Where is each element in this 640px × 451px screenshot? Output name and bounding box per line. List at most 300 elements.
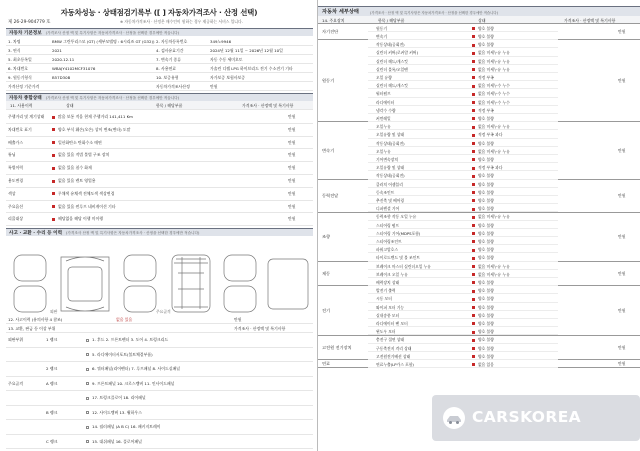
panel-row — [6, 420, 313, 435]
item-state: 양호 불량 — [478, 320, 494, 326]
item-state: 양호 불량 — [478, 156, 494, 162]
detail-item — [368, 336, 558, 344]
basic-label: 6. 차대번호 — [8, 66, 28, 71]
detail-item — [368, 204, 558, 212]
basic-value: WBAJY4102MCF31076 — [52, 66, 96, 71]
check-mark-icon — [472, 83, 476, 88]
detail-item — [368, 196, 558, 204]
item-state: 없음 미세누유 누유 — [478, 124, 510, 130]
panel-row — [6, 406, 313, 421]
item-part: 오일 유량 — [376, 74, 392, 80]
checkbox-icon — [86, 391, 90, 406]
item-state: 양호 불량 — [478, 296, 494, 302]
detail-item — [368, 163, 558, 171]
group-price: 만원 — [618, 193, 626, 199]
group-name: 동력전달 — [322, 193, 339, 199]
check-mark-icon — [472, 321, 476, 326]
status-price: 만원 — [288, 114, 296, 119]
status-row — [6, 124, 313, 137]
detail-item — [368, 122, 558, 130]
basic-value-2: 자가보증 보험사보증 — [210, 75, 246, 80]
item-state: 적정 부족 — [478, 74, 494, 80]
left-page — [0, 0, 318, 451]
check-mark-icon — [472, 42, 476, 47]
item-state: 양호 불량 — [478, 238, 494, 244]
status-columns: 11. 사용이력 상태 항목 / 해당부품 가격조사 · 산정액 및 특기사항 — [6, 101, 313, 110]
accident-price: 만원 — [234, 317, 242, 322]
item-part: 구동축전지 격리 상태 — [376, 345, 412, 351]
detail-item — [368, 147, 558, 155]
check-mark-icon — [472, 149, 476, 154]
panel-parts: 6. 쿼터패널(리어펜더) 7. 루프패널 8. 사이드실패널 — [92, 366, 181, 371]
item-part: 타이로드엔드 및 볼 조인트 — [376, 255, 420, 261]
status-value: 많음 보통 적음 현재 주행거리 141,411 Km — [58, 114, 133, 119]
service-notice: ※ 자동차가격조사 · 산정은 매수인이 원하는 경우 제공하는 서비스 입니다. — [120, 19, 243, 24]
car-diagram — [6, 253, 313, 315]
item-part: 오일유량 및 상태 — [376, 165, 405, 171]
panel-row — [6, 391, 313, 406]
watermark-text: CARSKOREA — [472, 408, 582, 426]
group-name: 고전원 전기장치 — [322, 344, 352, 350]
status-value: 없음 있음 적법 불법 구조 장치 — [58, 152, 110, 158]
item-part: 추진축 및 베어링 — [376, 197, 405, 203]
carskorea-watermark — [432, 395, 640, 441]
check-mark-icon — [472, 67, 476, 72]
item-part: 브레이크 마스터 실린더오일 누유 — [376, 263, 431, 269]
panel-row — [6, 377, 313, 392]
basic-value: 2020.12.11 — [52, 57, 75, 62]
item-state: 양호 불량 — [478, 247, 494, 253]
right-page — [318, 0, 640, 451]
checkbox-icon — [86, 435, 90, 450]
detail-item — [368, 131, 558, 139]
status-value: 양호 부식 훼손(오손) 상이 변조(변타) 도말 — [58, 126, 131, 132]
panel-parts: 17. 트렁크플로어 18. 리어패널 — [92, 395, 146, 400]
status-price: 만원 — [288, 190, 296, 196]
panel-rank: C 랭크 — [46, 438, 58, 444]
detail-item — [368, 221, 558, 229]
group-price: 만원 — [618, 361, 626, 367]
item-state: 양호 불량 — [478, 42, 494, 48]
item-part: 와이퍼 모터 기능 — [376, 304, 405, 310]
check-mark-icon — [52, 213, 56, 226]
item-state: 없음 미세누수 누수 — [478, 91, 510, 97]
detail-header — [318, 6, 640, 16]
check-mark-icon — [472, 75, 476, 80]
item-part: 실린더 블록/오일팬 — [376, 66, 408, 72]
detail-item — [368, 286, 558, 294]
detail-item — [368, 327, 558, 335]
diagram-label-outer: 외판 — [50, 309, 58, 314]
detail-item — [368, 57, 558, 65]
detail-item — [368, 114, 558, 122]
basic-label-2: 7. 변속기 종류 — [156, 57, 181, 62]
item-state: 양호 불량 — [478, 206, 494, 212]
check-mark-icon — [472, 132, 476, 137]
group-price: 만원 — [618, 271, 626, 277]
status-label: 용도변경 — [8, 178, 24, 183]
item-part: 스티어링조인트 — [376, 238, 402, 244]
detail-item — [368, 360, 558, 368]
detail-item — [368, 262, 558, 270]
check-mark-icon — [472, 255, 476, 260]
item-part: 실린더 커버(로커암 커버) — [376, 50, 419, 56]
item-state: 없음 미세누유 누유 — [478, 66, 510, 72]
detail-item — [368, 254, 558, 262]
check-mark-icon — [52, 162, 56, 175]
item-part: 작동상태(공회전) — [376, 42, 405, 48]
basic-label-2: 4. 검사유효기간 — [156, 48, 184, 53]
check-mark-icon — [472, 305, 476, 310]
check-mark-icon — [472, 362, 476, 367]
item-part: 기어변속장치 — [376, 156, 399, 162]
detail-item — [368, 237, 558, 245]
item-part: 파워고압호스 — [376, 247, 399, 253]
accident-row — [6, 324, 313, 333]
item-part: 브레이크 오일 누유 — [376, 271, 408, 277]
detail-item — [368, 303, 558, 311]
status-price: 만원 — [288, 126, 296, 132]
check-mark-icon — [472, 59, 476, 64]
basic-row — [6, 37, 313, 46]
group-price: 만원 — [618, 29, 626, 35]
panel-row — [6, 333, 313, 348]
group-name: 변속기 — [322, 148, 335, 154]
basic-value: 2021 — [52, 48, 62, 53]
group-name: 제동 — [322, 271, 331, 277]
item-state: 양호 불량 — [478, 345, 494, 351]
check-mark-icon — [52, 124, 56, 137]
check-mark-icon — [472, 296, 476, 301]
basic-label-2: 8. 사용연료 — [156, 66, 176, 71]
panel-row — [6, 348, 313, 363]
detail-item — [368, 245, 558, 253]
status-label: 배출가스 — [8, 139, 24, 145]
status-row — [6, 188, 313, 201]
basic-label-2: 10. 보증유형 — [156, 75, 179, 80]
check-mark-icon — [472, 116, 476, 121]
item-part: 원동기 — [376, 25, 388, 31]
item-state: 없음 미세누유 누유 — [478, 50, 510, 56]
item-part: 작동상태(공회전) — [376, 173, 405, 179]
check-mark-icon — [52, 175, 56, 188]
basic-label: 9. 원동기형식 — [8, 75, 32, 80]
item-part: 작동상태(공회전) — [376, 140, 405, 146]
basic-row — [6, 55, 313, 64]
panel-group: 외판부위 — [8, 337, 24, 342]
checkbox-icon — [86, 333, 90, 348]
item-state: 양호 불량 — [478, 312, 494, 318]
item-part: 워터펌프 — [376, 91, 391, 97]
item-part: 배력장치 상태 — [376, 279, 400, 285]
check-mark-icon — [52, 188, 56, 201]
detail-item — [368, 40, 558, 48]
basic-row — [6, 64, 313, 73]
item-part: 변속기 — [376, 33, 388, 39]
check-mark-icon — [472, 280, 476, 285]
basic-label: 가격산정 기준가격 — [8, 84, 40, 89]
item-part: 오일유량 및 상태 — [376, 132, 405, 138]
detail-item — [368, 295, 558, 303]
accident-header: 사고 · 교환 · 수리 등 이력 (가격조사 산정 액 및 특기사항은 자동차가격조사 · 산정을 선택한 경우에만 적습니다) — [6, 228, 313, 236]
item-part: 냉각수 수량 — [376, 107, 396, 113]
item-state: 양호 불량 — [478, 181, 494, 187]
detail-item — [368, 278, 558, 286]
check-mark-icon — [472, 337, 476, 342]
item-state: 없음 미세누유 누유 — [478, 214, 510, 220]
status-row — [6, 162, 313, 175]
item-state: 양호 불량 — [478, 197, 494, 203]
item-state: 없음 미세누유 누유 — [478, 148, 510, 154]
status-price: 만원 — [288, 152, 296, 158]
panel-rank: A 랭크 — [46, 380, 58, 386]
check-mark-icon — [472, 173, 476, 178]
detail-item — [368, 81, 558, 89]
item-state: 양호 불량 — [478, 304, 494, 310]
item-state: 양호 불량 — [478, 173, 494, 179]
check-mark-icon — [472, 91, 476, 96]
check-mark-icon — [472, 231, 476, 236]
check-mark-icon — [52, 149, 56, 162]
status-label: 특별이력 — [8, 165, 24, 171]
item-state: 양호 불량 — [478, 140, 494, 146]
check-mark-icon — [472, 239, 476, 244]
check-mark-icon — [472, 157, 476, 162]
detail-item — [368, 90, 558, 98]
item-state: 양호 불량 — [478, 255, 494, 261]
check-mark-icon — [472, 346, 476, 351]
car-logo-icon — [442, 406, 466, 430]
item-part: 클러치 어셈블리 — [376, 181, 403, 187]
item-state: 양호 불량 — [478, 222, 494, 228]
detail-item — [368, 213, 558, 221]
basic-row — [6, 73, 313, 82]
check-mark-icon — [52, 111, 56, 124]
item-state: 없음 미세누유 누유 — [478, 271, 510, 277]
status-price: 만원 — [288, 203, 296, 209]
panel-parts: 15. 대쉬패널 16. 플로어패널 — [92, 438, 142, 444]
status-label: 차대번호 표기 — [8, 126, 32, 132]
status-value: 없음 있음 썬루프 네비게이션 기타 — [58, 203, 116, 209]
check-mark-icon — [472, 214, 476, 219]
item-part: 실린더 헤드/개스킷 — [376, 58, 408, 64]
checkbox-icon — [86, 406, 90, 421]
detail-item — [368, 98, 558, 106]
detail-subtitle: (가격조사 · 산정 액 및 특기사항은 자동차가격조사 · 산정을 선택한 경우에만 적습니다) — [370, 10, 499, 15]
item-state: 없음 미세누수 누수 — [478, 99, 510, 105]
detail-item — [368, 172, 558, 180]
check-mark-icon — [472, 34, 476, 39]
basic-info-header: 자동차 기본정보 (가격조사 산정 액 및 특기사항은 자동차가격조사 · 산정을 선택한 경우에만 적습니다) — [6, 28, 313, 36]
detail-item — [368, 32, 558, 40]
detail-item — [368, 319, 558, 327]
panel-group: 주요골격 — [8, 380, 24, 386]
status-value: 없음 있음 침수 화재 — [58, 165, 92, 171]
status-label: 튜닝 — [8, 152, 16, 158]
detail-item — [368, 229, 558, 237]
accident-value: 없음 있음 — [116, 317, 133, 322]
item-state: 없음 있음 — [478, 361, 494, 367]
basic-row — [6, 82, 313, 91]
basic-value: BMW 그란투리스모 (GT) (세부모델명 : 6시리즈 GT (G32)) — [52, 39, 155, 44]
detail-item — [368, 73, 558, 81]
status-label: 주행거리 및 계기상태 — [8, 114, 45, 119]
item-part: 시동 모터 — [376, 296, 392, 302]
document-title: 자동차성능 · 상태점검기록부 ([ ] 자동차가격조사 · 산정 선택) — [60, 8, 258, 17]
basic-row — [6, 46, 313, 55]
checkbox-icon — [86, 348, 90, 363]
item-part: 고전원전기배선 상태 — [376, 353, 411, 359]
check-mark-icon — [472, 223, 476, 228]
check-mark-icon — [472, 272, 476, 277]
check-mark-icon — [472, 247, 476, 252]
item-state: 양호 불량 — [478, 25, 494, 31]
basic-label: 5. 최초등록일 — [8, 57, 32, 62]
detail-item — [368, 155, 558, 163]
item-state: 양호 불량 — [478, 288, 494, 294]
detail-columns: 14. 주요장치 항목 / 해당부품 상태 가격조사 · 산정액 및 특기사항 — [318, 16, 640, 24]
status-row — [6, 137, 313, 150]
accident-row — [6, 315, 313, 324]
item-state: 양호 불량 — [478, 230, 494, 236]
check-mark-icon — [472, 313, 476, 318]
basic-value-2: 자동 수동 세미오토 — [210, 57, 243, 62]
check-mark-icon — [52, 137, 56, 150]
basic-value: B57D30B — [52, 75, 71, 80]
item-part: 실내송풍 모터 — [376, 312, 400, 318]
item-part: 윈도우 모터 — [376, 329, 396, 335]
panel-rank: B 랭크 — [46, 409, 58, 415]
group-price: 만원 — [618, 78, 626, 84]
item-state: 양호 불량 — [478, 279, 494, 285]
item-part: 커먼레일 — [376, 115, 391, 121]
item-state: 양호 불량 — [478, 115, 494, 121]
detail-item — [368, 65, 558, 73]
check-mark-icon — [472, 354, 476, 359]
status-price: 만원 — [288, 139, 296, 145]
panel-parts: 14. 필러패널 (A B C) 16. 패키지트레이 — [92, 424, 161, 429]
detail-item — [368, 106, 558, 114]
checkbox-icon — [86, 420, 90, 435]
item-part: 동력조향 작동 오일 누유 — [376, 214, 417, 220]
check-mark-icon — [472, 50, 476, 55]
check-mark-icon — [472, 26, 476, 31]
item-part: 스티어링 펌프 — [376, 222, 400, 228]
item-state: 양호 불량 — [478, 33, 494, 39]
detail-item — [368, 344, 558, 352]
panel-parts: 12. 사이드멤버 13. 휠하우스 — [92, 409, 142, 415]
item-part: 실린더 헤드/개스킷 — [376, 83, 408, 89]
status-header: 자동차 종합상태 (가격조사 산정 액 및 특기사항은 자동차가격조사 · 산정을 선택한 경우에만 적습니다) — [6, 93, 313, 101]
group-name: 원동기 — [322, 78, 335, 84]
item-state: 적정 부족 — [478, 107, 494, 113]
item-part: 라디에이터 — [376, 99, 395, 105]
basic-value-2: 2024년 12월 11일 ~ 2026년 12월 10일 — [210, 48, 283, 53]
panel-rank: 1 랭크 — [46, 337, 58, 342]
status-value: 해당없음 해당 이행 미이행 — [58, 216, 104, 222]
check-mark-icon — [472, 182, 476, 187]
item-part: 등속조인트 — [376, 189, 395, 195]
item-part: 충전구 절연 상태 — [376, 337, 405, 343]
document-number: 제 26-29-904779 호 — [8, 20, 51, 25]
check-mark-icon — [472, 141, 476, 146]
item-part: 스티어링 기어(MDPS포함) — [376, 230, 421, 236]
detail-item — [368, 270, 558, 278]
status-label: 색상 — [8, 190, 16, 196]
group-price: 만원 — [618, 148, 626, 154]
check-mark-icon — [472, 108, 476, 113]
check-mark-icon — [472, 100, 476, 105]
item-state: 없음 미세누유 누유 — [478, 263, 510, 269]
item-part: 오일누유 — [376, 124, 391, 130]
panel-parts: 5. 라디에이터서포트(볼트체결부품) — [92, 351, 153, 357]
group-price: 만원 — [618, 344, 626, 350]
item-part: 라디에이터 팬 모터 — [376, 320, 408, 326]
panel-row — [6, 362, 313, 377]
group-name: 전기 — [322, 307, 331, 313]
detail-item — [368, 49, 558, 57]
status-price: 만원 — [288, 165, 296, 171]
basic-label: 3. 연식 — [8, 48, 21, 53]
panel-row — [6, 435, 313, 450]
accident-label: 12. 사고이력 (유의사항 4 참조) — [8, 317, 63, 322]
item-state: 없음 미세누수 누수 — [478, 83, 510, 89]
item-state: 양호 불량 — [478, 189, 494, 195]
group-price: 만원 — [618, 307, 626, 313]
status-value: 일산화탄소 탄화수소 매연 — [58, 139, 102, 145]
status-value: 무채색 유채색 전체도색 색상변경 — [58, 190, 115, 196]
item-part: 오일누유 — [376, 148, 391, 154]
checkbox-icon — [86, 377, 90, 392]
detail-item — [368, 188, 558, 196]
diagram-label-frame: 주요골격 — [156, 309, 171, 314]
item-part: 연료누출(LP가스 포함) — [376, 361, 414, 367]
accident-price: 가격조사 · 산정액 및 특기사항 — [234, 326, 286, 331]
status-value: 없음 있음 렌트 영업용 — [58, 178, 96, 183]
item-state: 적정 부족 과다 — [478, 165, 503, 171]
basic-label-2: 자동차가격조사산정 — [156, 84, 190, 89]
checkbox-icon — [86, 362, 90, 377]
panel-parts: 1. 후드 2. 프론트펜더 3. 도어 4. 트렁크리드 — [92, 337, 169, 342]
check-mark-icon — [472, 198, 476, 203]
check-mark-icon — [472, 264, 476, 269]
item-state: 양호 불량 — [478, 337, 494, 343]
basic-label-2: 2. 자동차등록번호 — [156, 39, 188, 44]
group-price: 만원 — [618, 234, 626, 240]
group-name: 연료 — [322, 361, 331, 367]
check-mark-icon — [472, 124, 476, 129]
check-mark-icon — [472, 165, 476, 170]
group-name: 조향 — [322, 234, 331, 240]
detail-item — [368, 139, 558, 147]
item-state: 양호 불량 — [478, 353, 494, 359]
item-state: 양호 불량 — [478, 329, 494, 335]
status-label: 주요옵션 — [8, 203, 24, 209]
panel-rank: 2 랭크 — [46, 366, 58, 371]
status-row — [6, 213, 313, 226]
status-price: 만원 — [288, 178, 296, 183]
basic-label: 1. 차명 — [8, 39, 21, 44]
detail-item — [368, 24, 558, 32]
basic-value-2: 만원 — [210, 84, 218, 89]
item-state: 없음 미세누유 누유 — [478, 58, 510, 64]
status-row — [6, 175, 313, 188]
panel-parts: 9. 프론트패널 10. 크로스멤버 11. 인사이드패널 — [92, 380, 175, 386]
status-row — [6, 201, 313, 214]
item-part: 디퍼렌셜 기어 — [376, 206, 400, 212]
detail-item — [368, 352, 558, 360]
check-mark-icon — [472, 288, 476, 293]
